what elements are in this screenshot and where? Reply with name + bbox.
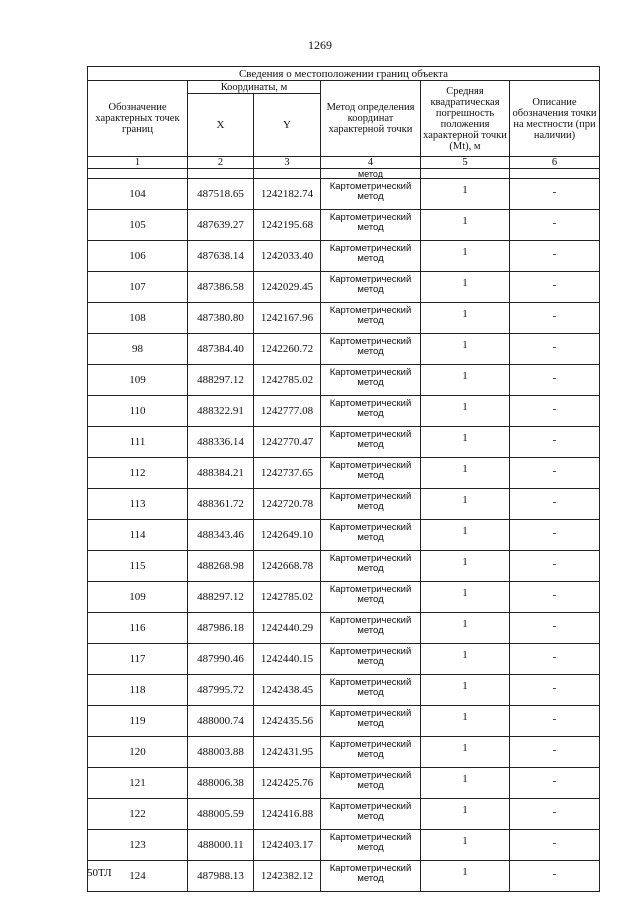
method-cell: Картометрический метод [321, 489, 421, 520]
accuracy-cell-value: 1 [462, 246, 468, 258]
accuracy-cell [421, 365, 510, 396]
point-id-cell-value: 114 [129, 529, 146, 541]
accuracy-cell-value: 1 [462, 339, 468, 351]
accuracy-cell [421, 458, 510, 489]
table-body [88, 179, 600, 892]
y-coordinate-cell-value: 1242195.68 [260, 219, 314, 231]
description-cell-value: - [552, 775, 557, 787]
description-cell [510, 768, 600, 799]
y-coordinate-cell [254, 675, 321, 706]
method-cell: Картометрический метод [321, 303, 421, 334]
table-row [88, 861, 600, 892]
point-id-cell-value: 115 [129, 560, 146, 572]
x-coordinate-cell-value: 488006.38 [197, 777, 244, 789]
x-coordinate-cell [188, 365, 254, 396]
description-cell-value: - [552, 620, 557, 632]
description-cell [510, 489, 600, 520]
description-cell [510, 241, 600, 272]
accuracy-cell [421, 582, 510, 613]
page-number: 1269 [308, 38, 332, 52]
method-cell: Картометрический метод [321, 675, 421, 706]
table-row [88, 644, 600, 675]
boundary-coordinates-table [87, 66, 600, 892]
accuracy-cell-value: 1 [462, 215, 468, 227]
point-id-cell [88, 551, 188, 582]
point-id-cell-value: 111 [129, 436, 146, 448]
method-cell: Картометрический метод [321, 241, 421, 272]
column-number: 4 [321, 157, 421, 169]
y-coordinate-cell-value: 1242737.65 [260, 467, 314, 479]
x-coordinate-cell [188, 551, 254, 582]
accuracy-cell [421, 737, 510, 768]
table-row [88, 737, 600, 768]
table-row [88, 427, 600, 458]
point-id-cell [88, 272, 188, 303]
column-number: 2 [188, 157, 254, 169]
footer-note: 50ТЛ [87, 867, 112, 879]
y-coordinate-cell-value: 1242403.17 [260, 839, 314, 851]
point-id-cell-value: 112 [129, 467, 146, 479]
accuracy-cell-value: 1 [462, 680, 468, 692]
x-coordinate-cell [188, 396, 254, 427]
point-id-cell-value: 118 [129, 684, 146, 696]
accuracy-cell [421, 644, 510, 675]
point-id-cell-value: 106 [129, 250, 146, 262]
header-point-designation: Обозначение характерных точек границ [88, 81, 188, 157]
accuracy-cell-value: 1 [462, 370, 468, 382]
point-id-cell-value: 124 [129, 870, 146, 882]
column-number: 1 [88, 157, 188, 169]
description-cell-value: - [552, 341, 557, 353]
y-coordinate-cell-value: 1242425.76 [260, 777, 314, 789]
y-coordinate-cell-value: 1242440.29 [260, 622, 314, 634]
accuracy-cell-value: 1 [462, 835, 468, 847]
table-row [88, 613, 600, 644]
x-coordinate-cell [188, 334, 254, 365]
accuracy-cell [421, 489, 510, 520]
point-id-cell-value: 108 [129, 312, 146, 324]
method-cell: Картометрический метод [321, 396, 421, 427]
method-cell: Картометрический метод [321, 737, 421, 768]
point-id-cell-value: 109 [129, 374, 146, 386]
x-coordinate-cell-value: 488268.98 [197, 560, 244, 572]
description-cell [510, 179, 600, 210]
y-coordinate-cell [254, 861, 321, 892]
y-coordinate-cell [254, 737, 321, 768]
y-coordinate-cell [254, 365, 321, 396]
table-row [88, 179, 600, 210]
description-cell-value: - [552, 744, 557, 756]
accuracy-cell-value: 1 [462, 866, 468, 878]
table-row [88, 706, 600, 737]
accuracy-cell [421, 396, 510, 427]
point-id-cell [88, 799, 188, 830]
description-cell [510, 365, 600, 396]
x-coordinate-cell [188, 706, 254, 737]
point-id-cell-value: 110 [129, 405, 146, 417]
point-id-cell [88, 582, 188, 613]
point-id-cell [88, 334, 188, 365]
point-id-cell-value: 109 [129, 591, 146, 603]
header-coordinates: Координаты, м [188, 81, 321, 94]
x-coordinate-cell-value: 487380.80 [197, 312, 244, 324]
accuracy-cell [421, 706, 510, 737]
header-description: Описание обозначения точки на местности (при наличии) [510, 81, 600, 157]
y-coordinate-cell [254, 706, 321, 737]
point-id-cell-value: 122 [129, 808, 146, 820]
x-coordinate-cell [188, 489, 254, 520]
table-row [88, 830, 600, 861]
description-cell-value: - [552, 403, 557, 415]
description-cell [510, 272, 600, 303]
y-coordinate-cell-value: 1242033.40 [260, 250, 314, 262]
accuracy-cell-value: 1 [462, 184, 468, 196]
y-coordinate-cell-value: 1242260.72 [260, 343, 314, 355]
x-coordinate-cell-value: 488322.91 [197, 405, 244, 417]
point-id-cell [88, 396, 188, 427]
method-cell: Картометрический метод [321, 427, 421, 458]
x-coordinate-cell-value: 487639.27 [197, 219, 244, 231]
description-cell-value: - [552, 651, 557, 663]
description-cell [510, 737, 600, 768]
table-row [88, 365, 600, 396]
accuracy-cell-value: 1 [462, 587, 468, 599]
x-coordinate-cell [188, 768, 254, 799]
accuracy-cell-value: 1 [462, 308, 468, 320]
point-id-cell [88, 768, 188, 799]
method-cell: Картометрический метод [321, 210, 421, 241]
x-coordinate-cell [188, 861, 254, 892]
description-cell [510, 396, 600, 427]
table-row [88, 210, 600, 241]
description-cell-value: - [552, 310, 557, 322]
description-cell [510, 675, 600, 706]
method-cell: Картометрический метод [321, 365, 421, 396]
x-coordinate-cell [188, 613, 254, 644]
y-coordinate-cell-value: 1242182.74 [260, 188, 314, 200]
description-cell-value: - [552, 589, 557, 601]
point-id-cell [88, 520, 188, 551]
y-coordinate-cell-value: 1242770.47 [260, 436, 314, 448]
header-method: Метод определения координат характерной точки [321, 81, 421, 157]
point-id-cell [88, 365, 188, 396]
accuracy-cell-value: 1 [462, 711, 468, 723]
method-cell: Картометрический метод [321, 458, 421, 489]
y-coordinate-cell [254, 427, 321, 458]
y-coordinate-cell [254, 613, 321, 644]
y-coordinate-cell [254, 551, 321, 582]
y-coordinate-cell [254, 830, 321, 861]
x-coordinate-cell [188, 210, 254, 241]
x-coordinate-cell-value: 487986.18 [197, 622, 244, 634]
accuracy-cell [421, 334, 510, 365]
x-coordinate-cell [188, 799, 254, 830]
description-cell-value: - [552, 527, 557, 539]
method-cell: Картометрический метод [321, 334, 421, 365]
x-coordinate-cell-value: 488297.12 [197, 374, 244, 386]
accuracy-cell [421, 675, 510, 706]
description-cell-value: - [552, 279, 557, 291]
description-cell [510, 551, 600, 582]
accuracy-cell-value: 1 [462, 556, 468, 568]
accuracy-cell-value: 1 [462, 773, 468, 785]
description-cell [510, 458, 600, 489]
accuracy-cell-value: 1 [462, 804, 468, 816]
column-number: 3 [254, 157, 321, 169]
point-id-cell [88, 179, 188, 210]
y-coordinate-cell-value: 1242382.12 [260, 870, 314, 882]
accuracy-cell [421, 179, 510, 210]
point-id-cell [88, 210, 188, 241]
accuracy-cell [421, 613, 510, 644]
table-row [88, 799, 600, 830]
point-id-cell [88, 489, 188, 520]
point-id-cell-value: 116 [129, 622, 146, 634]
description-cell-value: - [552, 868, 557, 880]
table-row [88, 768, 600, 799]
x-coordinate-cell [188, 303, 254, 334]
accuracy-cell-value: 1 [462, 618, 468, 630]
y-coordinate-cell-value: 1242720.78 [260, 498, 314, 510]
description-cell [510, 706, 600, 737]
y-coordinate-cell-value: 1242785.02 [260, 374, 314, 386]
x-coordinate-cell-value: 487518.65 [197, 188, 244, 200]
y-coordinate-cell [254, 241, 321, 272]
table-row [88, 334, 600, 365]
table-row [88, 520, 600, 551]
description-cell-value: - [552, 434, 557, 446]
point-id-cell-value: 117 [129, 653, 146, 665]
x-coordinate-cell [188, 644, 254, 675]
description-cell [510, 210, 600, 241]
table-row [88, 551, 600, 582]
accuracy-cell [421, 861, 510, 892]
accuracy-cell-value: 1 [462, 649, 468, 661]
x-coordinate-cell [188, 272, 254, 303]
y-coordinate-cell [254, 489, 321, 520]
column-number: 5 [421, 157, 510, 169]
header-x: X [188, 94, 254, 157]
x-coordinate-cell [188, 520, 254, 551]
method-cell: Картометрический метод [321, 644, 421, 675]
x-coordinate-cell-value: 487386.58 [197, 281, 244, 293]
y-coordinate-cell [254, 458, 321, 489]
accuracy-cell [421, 520, 510, 551]
accuracy-cell [421, 241, 510, 272]
accuracy-cell-value: 1 [462, 401, 468, 413]
y-coordinate-cell [254, 210, 321, 241]
point-id-cell-value: 107 [129, 281, 146, 293]
continuation-method: метод [321, 169, 421, 179]
table-row [88, 396, 600, 427]
x-coordinate-cell-value: 488000.11 [197, 839, 244, 851]
description-cell-value: - [552, 806, 557, 818]
y-coordinate-cell [254, 582, 321, 613]
accuracy-cell-value: 1 [462, 742, 468, 754]
x-coordinate-cell [188, 458, 254, 489]
x-coordinate-cell-value: 487988.13 [197, 870, 244, 882]
x-coordinate-cell [188, 179, 254, 210]
x-coordinate-cell [188, 427, 254, 458]
method-cell: Картометрический метод [321, 272, 421, 303]
y-coordinate-cell-value: 1242431.95 [260, 746, 314, 758]
x-coordinate-cell-value: 488000.74 [197, 715, 244, 727]
accuracy-cell [421, 210, 510, 241]
point-id-cell-value: 113 [129, 498, 146, 510]
description-cell [510, 644, 600, 675]
table-row [88, 489, 600, 520]
point-id-cell-value: 105 [129, 219, 146, 231]
point-id-cell [88, 830, 188, 861]
y-coordinate-cell [254, 179, 321, 210]
method-cell: Картометрический метод [321, 706, 421, 737]
description-cell [510, 582, 600, 613]
y-coordinate-cell [254, 334, 321, 365]
column-number: 6 [510, 157, 600, 169]
x-coordinate-cell-value: 487990.46 [197, 653, 244, 665]
description-cell-value: - [552, 682, 557, 694]
x-coordinate-cell-value: 488297.12 [197, 591, 244, 603]
table-row [88, 272, 600, 303]
table-row [88, 241, 600, 272]
y-coordinate-cell-value: 1242167.96 [260, 312, 314, 324]
x-coordinate-cell-value: 488384.21 [197, 467, 244, 479]
description-cell [510, 861, 600, 892]
method-cell: Картометрический метод [321, 551, 421, 582]
method-cell: Картометрический метод [321, 768, 421, 799]
table-row [88, 303, 600, 334]
y-coordinate-cell-value: 1242668.78 [260, 560, 314, 572]
y-coordinate-cell [254, 644, 321, 675]
description-cell [510, 334, 600, 365]
method-cell: Картометрический метод [321, 613, 421, 644]
y-coordinate-cell [254, 396, 321, 427]
description-cell-value: - [552, 248, 557, 260]
description-cell [510, 830, 600, 861]
y-coordinate-cell-value: 1242785.02 [260, 591, 314, 603]
accuracy-cell [421, 551, 510, 582]
description-cell-value: - [552, 372, 557, 384]
y-coordinate-cell-value: 1242416.88 [260, 808, 314, 820]
point-id-cell [88, 613, 188, 644]
y-coordinate-cell [254, 303, 321, 334]
description-cell [510, 303, 600, 334]
point-id-cell-value: 119 [129, 715, 146, 727]
x-coordinate-cell-value: 487638.14 [197, 250, 244, 262]
accuracy-cell [421, 427, 510, 458]
point-id-cell [88, 427, 188, 458]
x-coordinate-cell-value: 488005.59 [197, 808, 244, 820]
table-row [88, 582, 600, 613]
method-cell: Картометрический метод [321, 179, 421, 210]
accuracy-cell [421, 799, 510, 830]
accuracy-cell-value: 1 [462, 494, 468, 506]
description-cell [510, 520, 600, 551]
accuracy-cell-value: 1 [462, 432, 468, 444]
y-coordinate-cell [254, 520, 321, 551]
accuracy-cell-value: 1 [462, 525, 468, 537]
description-cell-value: - [552, 713, 557, 725]
y-coordinate-cell [254, 768, 321, 799]
table-row [88, 458, 600, 489]
method-cell: Картометрический метод [321, 799, 421, 830]
accuracy-cell [421, 272, 510, 303]
x-coordinate-cell-value: 488003.88 [197, 746, 244, 758]
point-id-cell [88, 303, 188, 334]
description-cell-value: - [552, 186, 557, 198]
point-id-cell [88, 458, 188, 489]
header-y: Y [254, 94, 321, 157]
method-cell: Картометрический метод [321, 830, 421, 861]
y-coordinate-cell-value: 1242438.45 [260, 684, 314, 696]
point-id-cell [88, 706, 188, 737]
accuracy-cell-value: 1 [462, 277, 468, 289]
x-coordinate-cell-value: 488336.14 [197, 436, 244, 448]
description-cell-value: - [552, 465, 557, 477]
table-row [88, 675, 600, 706]
point-id-cell [88, 675, 188, 706]
x-coordinate-cell-value: 487995.72 [197, 684, 244, 696]
point-id-cell [88, 737, 188, 768]
y-coordinate-cell-value: 1242435.56 [260, 715, 314, 727]
y-coordinate-cell [254, 799, 321, 830]
y-coordinate-cell [254, 272, 321, 303]
point-id-cell [88, 241, 188, 272]
x-coordinate-cell [188, 737, 254, 768]
description-cell-value: - [552, 558, 557, 570]
y-coordinate-cell-value: 1242029.45 [260, 281, 314, 293]
accuracy-cell [421, 303, 510, 334]
accuracy-cell [421, 768, 510, 799]
y-coordinate-cell-value: 1242777.08 [260, 405, 314, 417]
point-id-cell-value: 98 [132, 343, 143, 355]
description-cell-value: - [552, 217, 557, 229]
header-accuracy: Средняя квадратическая погрешность положения характерной точки (Mt), м [421, 81, 510, 157]
method-cell: Картометрический метод [321, 861, 421, 892]
x-coordinate-cell-value: 488361.72 [197, 498, 244, 510]
method-cell: Картометрический метод [321, 582, 421, 613]
accuracy-cell [421, 830, 510, 861]
point-id-cell-value: 120 [129, 746, 146, 758]
continuation-row [88, 169, 600, 179]
accuracy-cell-value: 1 [462, 463, 468, 475]
point-id-cell-value: 123 [129, 839, 146, 851]
column-number-row [88, 157, 600, 169]
point-id-cell-value: 121 [129, 777, 146, 789]
x-coordinate-cell-value: 487384.40 [197, 343, 244, 355]
point-id-cell [88, 644, 188, 675]
y-coordinate-cell-value: 1242440.15 [260, 653, 314, 665]
x-coordinate-cell [188, 241, 254, 272]
description-cell [510, 427, 600, 458]
y-coordinate-cell-value: 1242649.10 [260, 529, 314, 541]
x-coordinate-cell-value: 488343.46 [197, 529, 244, 541]
point-id-cell-value: 104 [129, 188, 146, 200]
description-cell-value: - [552, 496, 557, 508]
table-title: Сведения о местоположении границ объекта [88, 67, 600, 81]
x-coordinate-cell [188, 675, 254, 706]
method-cell: Картометрический метод [321, 520, 421, 551]
x-coordinate-cell [188, 830, 254, 861]
description-cell-value: - [552, 837, 557, 849]
description-cell [510, 799, 600, 830]
x-coordinate-cell [188, 582, 254, 613]
description-cell [510, 613, 600, 644]
